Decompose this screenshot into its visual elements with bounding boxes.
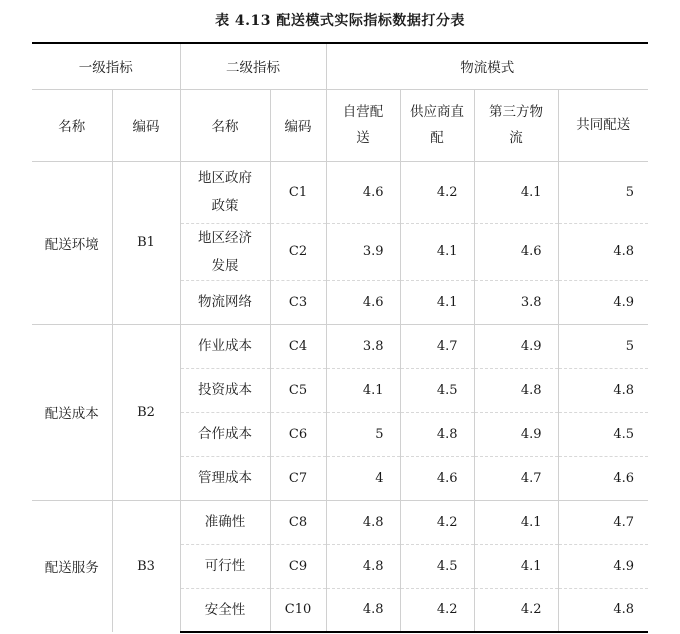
header-level2: 二级指标 — [180, 43, 326, 89]
indicator-code: C3 — [270, 280, 326, 324]
score-joint: 4.8 — [558, 223, 648, 280]
score-supplier-direct: 4.8 — [400, 412, 474, 456]
score-third-party: 4.9 — [474, 412, 558, 456]
score-self-operated: 4 — [326, 456, 400, 500]
table-row — [32, 500, 648, 544]
indicator-code: C2 — [270, 223, 326, 280]
score-supplier-direct: 4.2 — [400, 161, 474, 223]
indicator-code: C10 — [270, 588, 326, 632]
score-self-operated: 5 — [326, 412, 400, 456]
table-row — [32, 324, 648, 368]
indicator-name: 合作成本 — [180, 412, 270, 456]
indicator-code: C6 — [270, 412, 326, 456]
score-self-operated: 4.8 — [326, 500, 400, 544]
header-level1: 一级指标 — [32, 43, 180, 89]
score-joint: 4.8 — [558, 368, 648, 412]
score-joint: 4.9 — [558, 544, 648, 588]
indicator-name: 物流网络 — [180, 280, 270, 324]
header-l2-code: 编码 — [270, 89, 326, 161]
header-mode-supplier: 供应商直 配 — [400, 89, 474, 161]
score-supplier-direct: 4.1 — [400, 223, 474, 280]
indicator-code: C9 — [270, 544, 326, 588]
group-code: B1 — [112, 161, 180, 324]
group-code: B2 — [112, 324, 180, 500]
score-third-party: 4.1 — [474, 500, 558, 544]
indicator-code: C8 — [270, 500, 326, 544]
indicator-name: 作业成本 — [180, 324, 270, 368]
header-mode-thirdparty: 第三方物 流 — [474, 89, 558, 161]
score-self-operated: 4.6 — [326, 161, 400, 223]
indicator-name: 地区经济 发展 — [180, 223, 270, 280]
score-third-party: 4.1 — [474, 161, 558, 223]
score-joint: 5 — [558, 161, 648, 223]
score-self-operated: 3.8 — [326, 324, 400, 368]
header-mode-joint: 共同配送 — [558, 89, 648, 161]
group-name: 配送成本 — [32, 324, 112, 500]
table-caption: 表 4.13 配送模式实际指标数据打分表 — [215, 13, 465, 29]
score-supplier-direct: 4.7 — [400, 324, 474, 368]
header-mode-self: 自营配 送 — [326, 89, 400, 161]
score-third-party: 4.8 — [474, 368, 558, 412]
score-self-operated: 3.9 — [326, 223, 400, 280]
group-code: B3 — [112, 500, 180, 632]
score-third-party: 4.2 — [474, 588, 558, 632]
table-row — [32, 161, 648, 223]
header-l1-code: 编码 — [112, 89, 180, 161]
score-joint: 4.8 — [558, 588, 648, 632]
score-supplier-direct: 4.6 — [400, 456, 474, 500]
score-joint: 4.7 — [558, 500, 648, 544]
group-name: 配送环境 — [32, 161, 112, 324]
indicator-name: 投资成本 — [180, 368, 270, 412]
score-supplier-direct: 4.2 — [400, 500, 474, 544]
score-self-operated: 4.1 — [326, 368, 400, 412]
score-supplier-direct: 4.5 — [400, 544, 474, 588]
score-third-party: 4.7 — [474, 456, 558, 500]
score-self-operated: 4.8 — [326, 544, 400, 588]
score-supplier-direct: 4.1 — [400, 280, 474, 324]
indicator-name: 可行性 — [180, 544, 270, 588]
score-self-operated: 4.8 — [326, 588, 400, 632]
indicator-name: 准确性 — [180, 500, 270, 544]
indicator-name: 安全性 — [180, 588, 270, 632]
indicator-name: 管理成本 — [180, 456, 270, 500]
score-third-party: 3.8 — [474, 280, 558, 324]
score-joint: 4.6 — [558, 456, 648, 500]
header-l1-name: 名称 — [32, 89, 112, 161]
header-row-2 — [32, 89, 648, 161]
indicator-code: C1 — [270, 161, 326, 223]
score-third-party: 4.9 — [474, 324, 558, 368]
indicator-name: 地区政府 政策 — [180, 161, 270, 223]
score-joint: 4.5 — [558, 412, 648, 456]
score-joint: 5 — [558, 324, 648, 368]
score-table — [32, 42, 648, 633]
header-modes: 物流模式 — [326, 43, 648, 89]
indicator-code: C4 — [270, 324, 326, 368]
indicator-code: C5 — [270, 368, 326, 412]
score-third-party: 4.1 — [474, 544, 558, 588]
indicator-code: C7 — [270, 456, 326, 500]
score-self-operated: 4.6 — [326, 280, 400, 324]
group-name: 配送服务 — [32, 500, 112, 632]
score-supplier-direct: 4.2 — [400, 588, 474, 632]
score-third-party: 4.6 — [474, 223, 558, 280]
header-row-1 — [32, 43, 648, 89]
header-l2-name: 名称 — [180, 89, 270, 161]
score-joint: 4.9 — [558, 280, 648, 324]
score-supplier-direct: 4.5 — [400, 368, 474, 412]
